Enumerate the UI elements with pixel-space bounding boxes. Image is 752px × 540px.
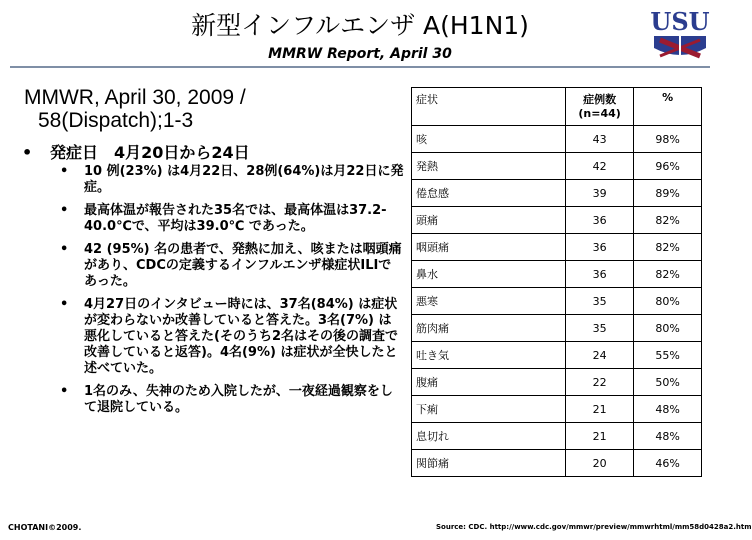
case-count-cell: 24 [565,342,633,369]
symptom-cell: 咳 [412,126,566,153]
table-row [412,261,702,288]
percent-cell: 55% [634,342,702,369]
symptom-cell: 吐き気 [412,342,566,369]
percent-cell: 82% [634,207,702,234]
symptom-cell: 咽頭痛 [412,234,566,261]
sub-bullet: • 4月27日のインタビュー時には、37名(84%) は症状が変わらないか改善していると答えた。3名(7%) は悪化していると答えた(そのうち2名はその後の調査で改善していると返答)。4名(9%) は症状が全快したと述べていた。 [60,297,398,376]
percent-cell: 50% [634,369,702,396]
symptom-cell: 鼻水 [412,261,566,288]
column-header-cases: 症例数 (n=44) [565,88,633,126]
case-count-cell: 36 [565,207,633,234]
sub-bullet: • 最高体温が報告された35名では、最高体温は37.2-40.0℃で、平均は39.0℃ であった。 [60,203,387,234]
symptom-cell: 悪寒 [412,288,566,315]
sub-bullet: • 1名のみ、失神のため入院したが、一夜経過観察をして退院している。 [60,384,393,415]
bullet-icon: • [60,242,69,257]
symptom-cell: 下痢 [412,396,566,423]
case-count-cell: 39 [565,180,633,207]
percent-cell: 80% [634,288,702,315]
case-count-cell: 43 [565,126,633,153]
table-row [412,342,702,369]
case-count-cell: 20 [565,450,633,477]
main-bullet-text: 発症日 4月20日から24日 [50,143,250,162]
heading-line-2: 58(Dispatch);1-3 [38,109,194,132]
symptom-table [411,87,702,477]
bullet-icon: • [22,143,33,162]
report-heading [24,86,324,132]
case-count-cell: 35 [565,315,633,342]
percent-cell: 80% [634,315,702,342]
main-bullet [22,140,392,163]
bullet-icon: • [60,384,69,399]
percent-cell: 82% [634,234,702,261]
symptom-cell: 頭痛 [412,207,566,234]
case-count-cell: 42 [565,153,633,180]
percent-cell: 96% [634,153,702,180]
table-row [412,396,702,423]
percent-cell: 89% [634,180,702,207]
bullet-icon: • [60,164,69,179]
case-count-cell: 21 [565,423,633,450]
bullet-icon: • [60,297,69,312]
symptom-cell: 倦怠感 [412,180,566,207]
percent-cell: 98% [634,126,702,153]
table-header-row [412,88,702,126]
slide-title: 新型インフルエンザ A(H1N1) [191,11,529,40]
table-row [412,288,702,315]
slide-subtitle: MMRW Report, April 30 [268,46,452,62]
source-footer: Source: CDC. http://www.cdc.gov/mmwr/preview/mmwrhtml/mm58d0428a2.htm [436,523,752,531]
percent-cell: 82% [634,261,702,288]
case-count-cell: 36 [565,234,633,261]
sub-bullet: • 42 (95%) 名の患者で、発熱に加え、咳または咽頭痛があり、CDCの定義するインフルエンザ様症状ILIであった。 [60,242,402,289]
symptom-cell: 腹痛 [412,369,566,396]
table-body [412,126,702,477]
table-row [412,369,702,396]
case-count-cell: 36 [565,261,633,288]
bullet-icon: • [60,203,69,218]
table-row [412,315,702,342]
case-count-cell: 21 [565,396,633,423]
percent-cell: 46% [634,450,702,477]
table-row [412,126,702,153]
sub-bullet-list [58,164,404,423]
symptom-cell: 関節痛 [412,450,566,477]
table-row [412,450,702,477]
copyright-footer: CHOTANI©2009. [8,523,82,532]
case-count-cell: 35 [565,288,633,315]
percent-cell: 48% [634,396,702,423]
symptom-cell: 息切れ [412,423,566,450]
column-header-percent: % [634,88,702,126]
usu-logo [640,2,720,64]
table-row [412,153,702,180]
table-row [412,180,702,207]
column-header-symptom: 症状 [412,88,566,126]
percent-cell: 48% [634,423,702,450]
svg-text:USU: USU [650,7,710,36]
table-row [412,234,702,261]
symptom-cell: 発熱 [412,153,566,180]
case-count-cell: 22 [565,369,633,396]
header-divider [10,66,710,68]
table-row [412,207,702,234]
symptom-cell: 筋肉痛 [412,315,566,342]
table-row [412,423,702,450]
heading-line-1: MMWR, April 30, 2009 / [24,86,246,109]
sub-bullet: • 10 例(23%) は4月22日、28例(64%)は月22日に発症。 [60,164,404,195]
